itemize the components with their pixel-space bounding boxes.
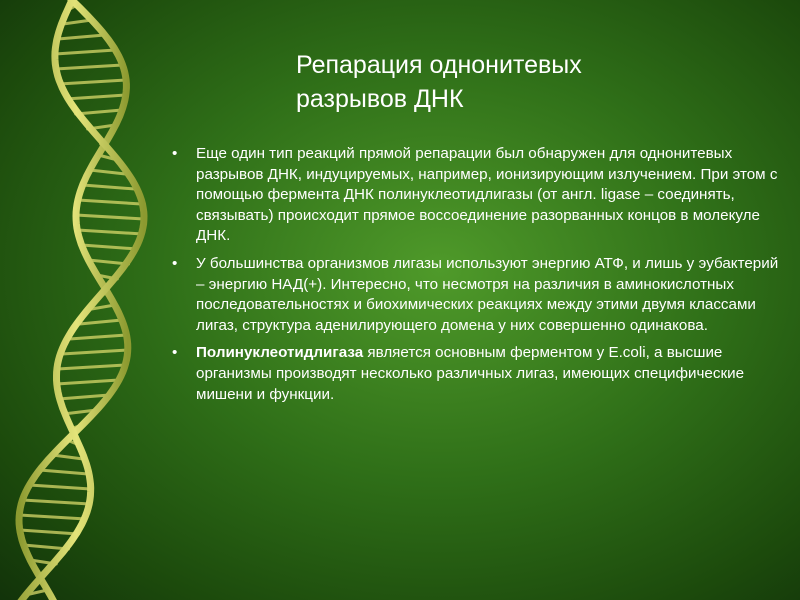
bullet-text-1: Еще один тип реакций прямой репарации был обнаружен для однонитевых разрывов ДНК, индуцируемых, например, ионизирующим излучением. При этом с помощью фермента ДНК полинуклеотидлигазы (от англ. ligase – соединять, связывать) происходит прямое воссоединение разорванных концов в молекуле ДНК. xyxy=(196,145,778,245)
title-line-2: разрывов ДНК xyxy=(296,85,464,113)
helix-rung xyxy=(63,20,92,24)
helix-rung xyxy=(76,215,144,219)
bullet-text-2: У большинства организмов лигазы используют энергию АТФ, и лишь у эубактерий – энергию НАД(+). Интересно, что несмотря на различия в аминокислотных последовательностях и биохимических реакциях между этими двумя классами лигаз, структура аденилирующего домена у них совершенно одинакова. xyxy=(196,254,779,334)
slide-title xyxy=(296,48,766,116)
bullet-list xyxy=(170,144,785,412)
helix-rung xyxy=(19,515,86,519)
helix-rung xyxy=(57,365,125,369)
helix-rung xyxy=(82,245,138,249)
helix-rung xyxy=(79,320,121,324)
helix-strand-1 xyxy=(19,0,128,600)
helix-rung xyxy=(62,350,128,354)
helix-rung xyxy=(90,170,126,174)
title-line-1: Репарация однонитевых xyxy=(296,51,582,79)
bullet-dot: • xyxy=(172,344,178,362)
helix-rung xyxy=(58,35,105,39)
helix-rung xyxy=(66,95,126,99)
bullet-item-2 xyxy=(170,254,785,336)
bullet-text-3: является основным ферментом у E.coli, а высшие организмы производят несколько различных лигаз, имеющих специфические мишени и функции. xyxy=(196,344,745,403)
helix-rung xyxy=(20,530,79,534)
bullet-bold-term: Полинуклеотидлигаза xyxy=(196,344,364,362)
helix-rung xyxy=(40,470,88,474)
helix-rung xyxy=(78,200,142,204)
bullet-item-3 xyxy=(170,343,785,405)
helix-rung xyxy=(77,230,142,234)
helix-rung xyxy=(59,80,126,84)
helix-rung xyxy=(57,380,119,384)
bullet-dot: • xyxy=(172,254,178,272)
helix-rung xyxy=(55,65,122,69)
helix-rung xyxy=(55,50,115,54)
helix-rung xyxy=(22,500,89,504)
helix-rung xyxy=(69,335,126,339)
bullet-item-1 xyxy=(170,144,785,247)
helix-rung xyxy=(59,395,110,399)
helix-rung xyxy=(53,455,84,459)
helix-rung xyxy=(83,185,135,189)
helix-rung xyxy=(29,485,90,489)
bullet-dot: • xyxy=(172,145,178,162)
